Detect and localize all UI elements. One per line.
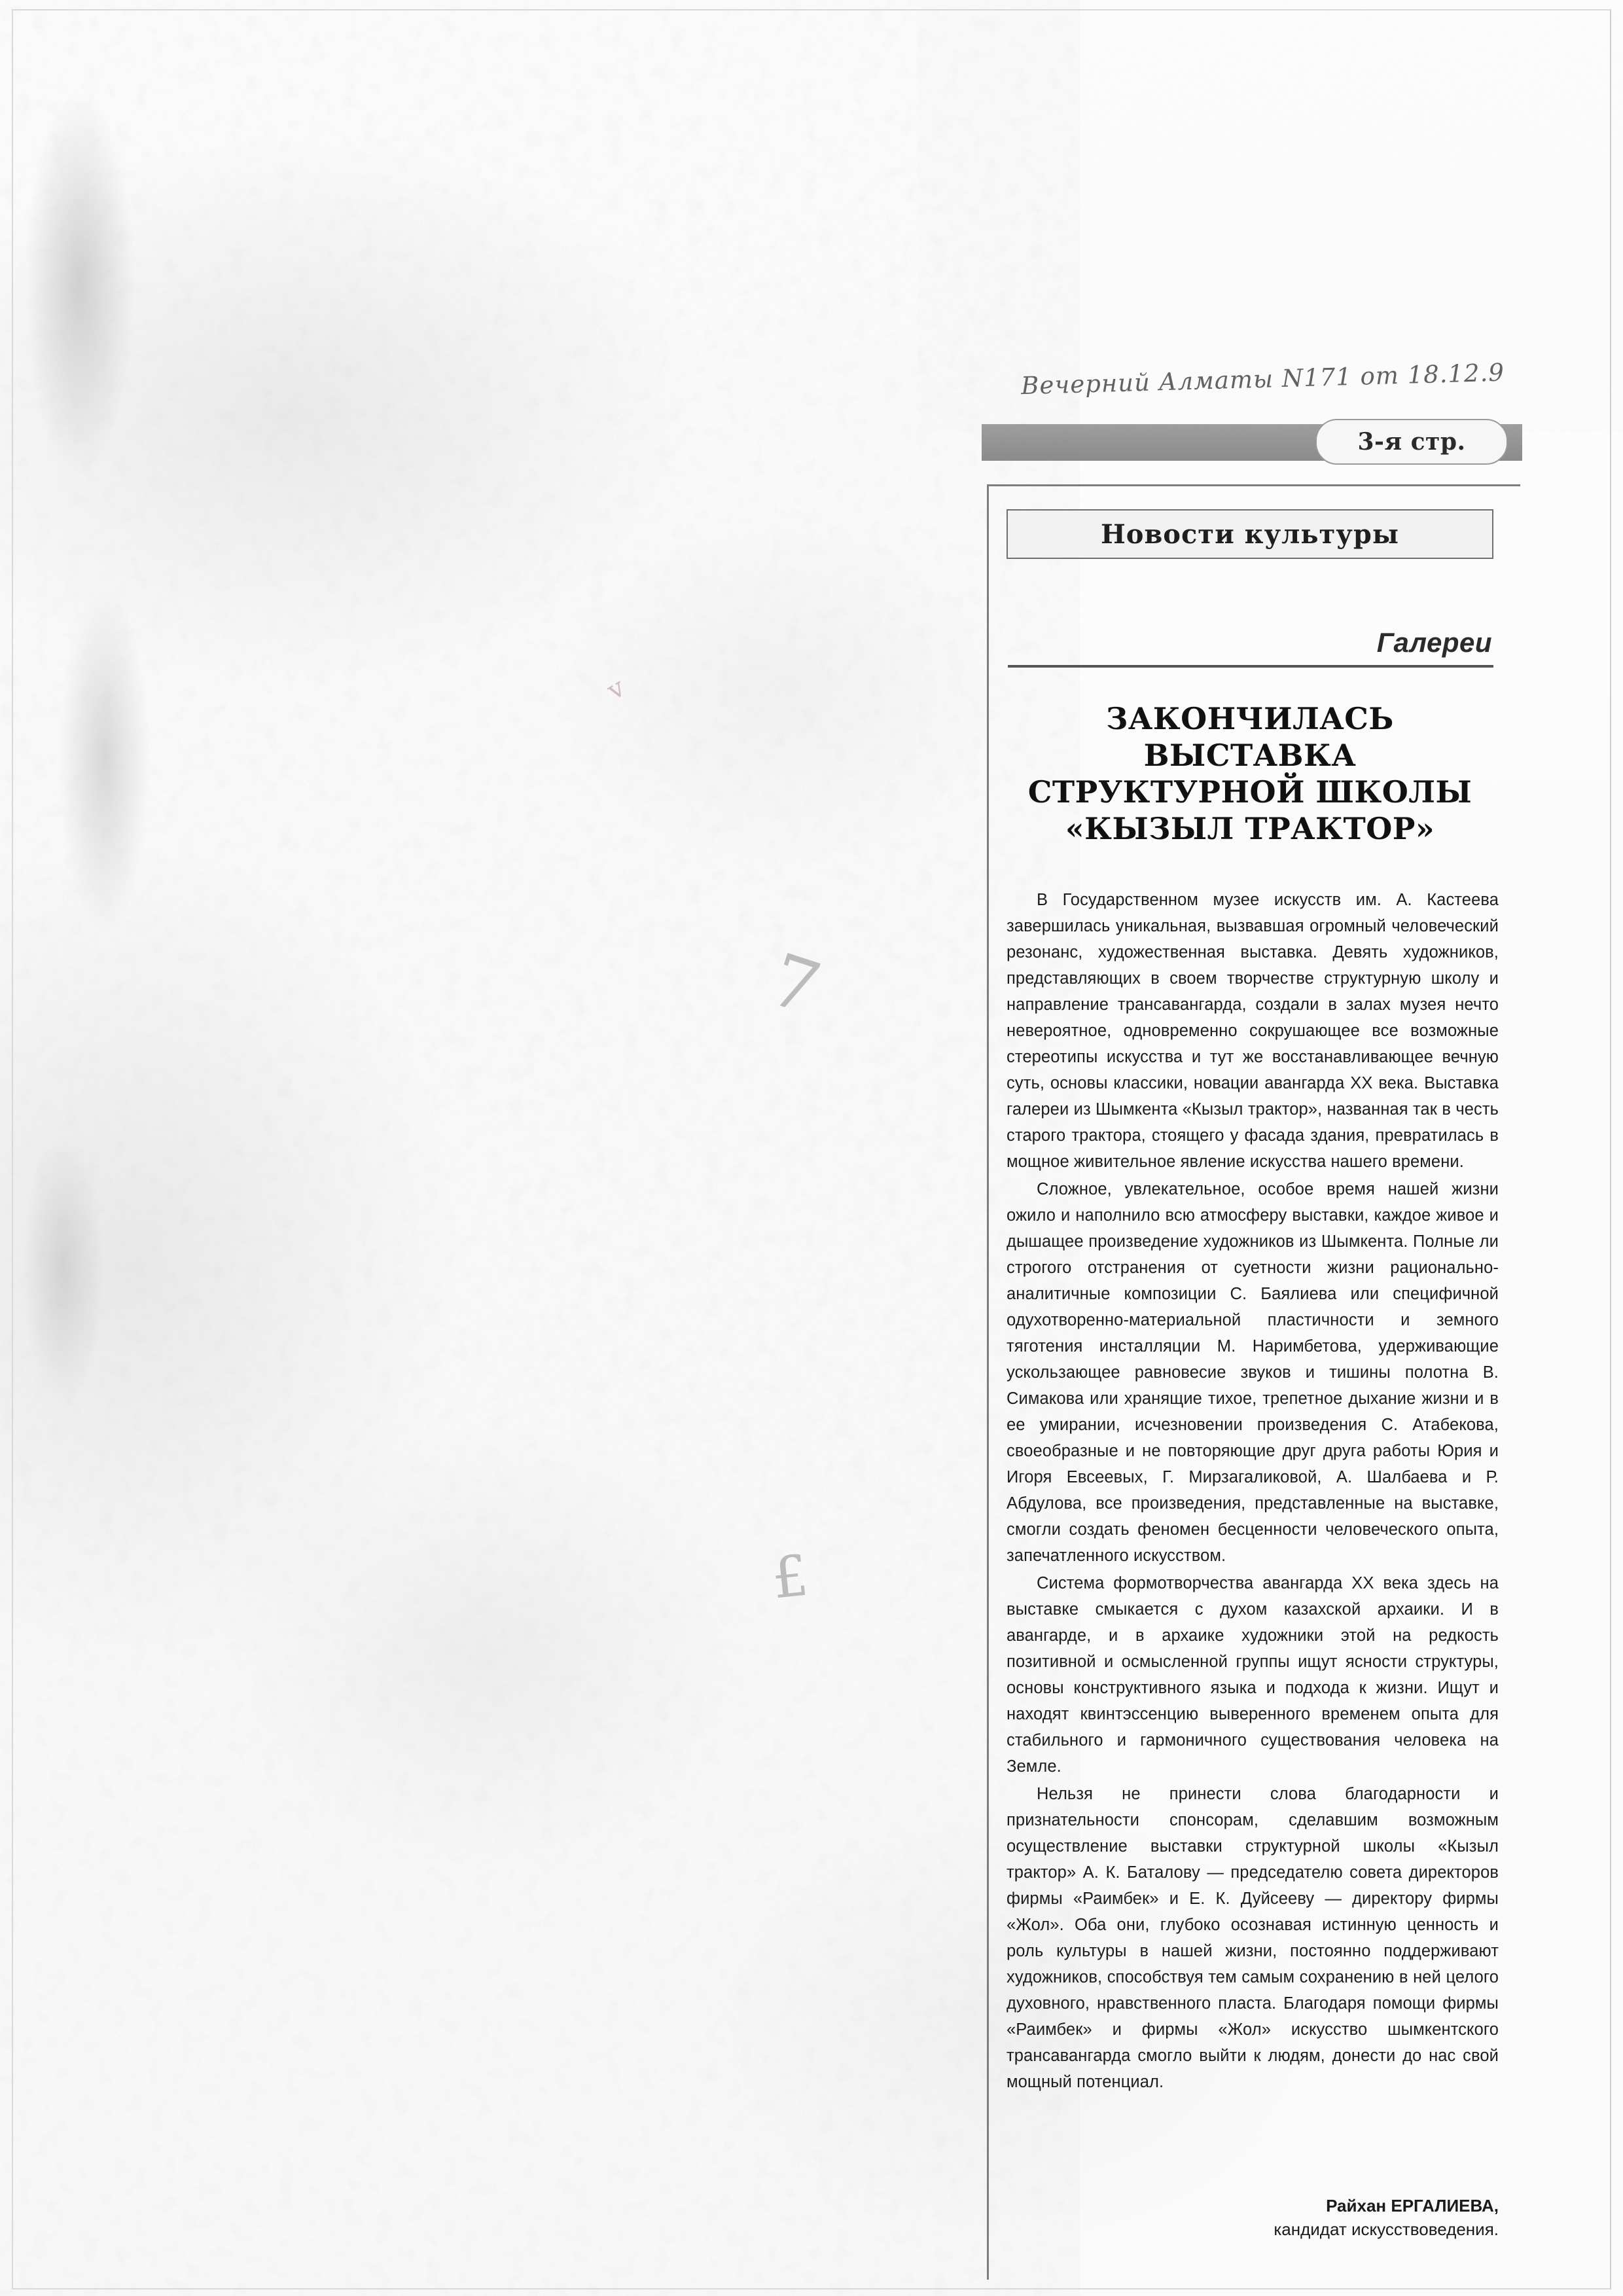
section-header-box xyxy=(1007,509,1493,559)
article-paragraph: Сложное, увлекательное, особое время нашей жизни ожило и наполнило всю атмосферу выставки, каждое живое и дышащее произведение художников из Шымкента. Полные ли строгого отстранения от суетности жизни рационально-аналитичные композиции С. Баялиева или специфичной одухотворенно-материальной пластичности и земного тяготения инсталляции М. Наримбетова, удерживающие ускользающее равновесие звуков и тишины полотна В. Симакова или хранящие тихое, трепетное дыхание жизни и в ее умирании, исчезновении произведения С. Атабекова, своеобразные и не повторяющие друг друга работы Юрия и Игоря Евсеевых, Г. Мирзагаликовой, А. Шалбаева и Р. Абдулова, все произведения, представленные на выставке, смогли создать феномен бесценности человеческого опыта, запечатленного искусством. xyxy=(1007,1180,1499,1565)
headline-line-4: «КЫЗЫЛ ТРАКТОР» xyxy=(1065,811,1435,847)
article-body xyxy=(1007,887,1499,2096)
page-number-badge: 3-я стр. xyxy=(1315,419,1508,465)
rubric-divider xyxy=(1008,665,1493,668)
pencil-mark-pound: £ xyxy=(768,1543,812,1612)
headline-line-1: ЗАКОНЧИЛАСЬ xyxy=(1106,701,1394,736)
rubric-label: Галереи xyxy=(1376,627,1492,658)
handwritten-source-note: Вечерний Алматы N171 от 18.12.9 xyxy=(1020,358,1505,401)
article-paragraph: В Государственном музее искусств им. А. Кастеева завершилась уникальная, вызвавшая огромный человеческий резонанс, художественная выставка. Девять художников, представляющих в своем творчестве структурную школу и направление трансавангарда, создали в залах музея нечто невероятное, одновременно сокрушающее все возможные стереотипы искусства и тут же восстанавливающее вечную суть, основы классики, новации авангарда XX века. Выставка галереи из Шымкента «Кызыл трактор», названная так в честь старого трактора, стоящего у фасада здания, превратилась в мощное живительное явление искусства нашего времени. xyxy=(1007,891,1499,1171)
pencil-mark-7: 7 xyxy=(760,937,830,1031)
article-byline xyxy=(1007,2194,1499,2241)
article-paragraph: Нельзя не принести слова благодарности и признательности спонсорам, сделавшим возможным осуществление выставки структурной школы «Кызыл трактор» А. К. Баталову — председателю совета директоров фирмы «Раимбек» и Е. К. Дуйсееву — директору фирмы «Жол». Оба они, глубоко осознавая истинную ценность и роль культуры в нашей жизни, постоянно поддерживают художников, способствуя тем самым сохранению в ней целого духовного, нравственного пласта. Благодаря помощи фирмы «Раимбек» и фирмы «Жол» искусство шымкентского трансавангарда смогло выйти к людям, донести до нас свой мощный потенциал. xyxy=(1007,1785,1499,2091)
article-headline xyxy=(1001,700,1499,847)
headline-line-3: СТРУКТУРНОЙ ШКОЛЫ xyxy=(1027,774,1472,810)
scan-smudge xyxy=(14,79,178,1780)
pencil-mark-v: v xyxy=(602,672,630,706)
section-header-label: Новости культуры xyxy=(1101,518,1399,550)
headline-line-2: ВЫСТАВКА xyxy=(1143,738,1357,774)
author-title: кандидат искусствоведения. xyxy=(1274,2219,1499,2239)
article-paragraph: Система формотворчества авангарда XX века здесь на выставке смыкается с духом казахской архаики. И в авангарде, и в архаике художники этой на редкость позитивной и осмысленной группы ищут ясности структуры, основы конструктивного языка и подхода к жизни. Ищут и находят квинтэссенцию выверенного временем опыта для стабильного и гармоничного существования человека на Земле. xyxy=(1007,1574,1499,1776)
author-name: Райхан ЕРГАЛИЕВА, xyxy=(1326,2196,1499,2215)
